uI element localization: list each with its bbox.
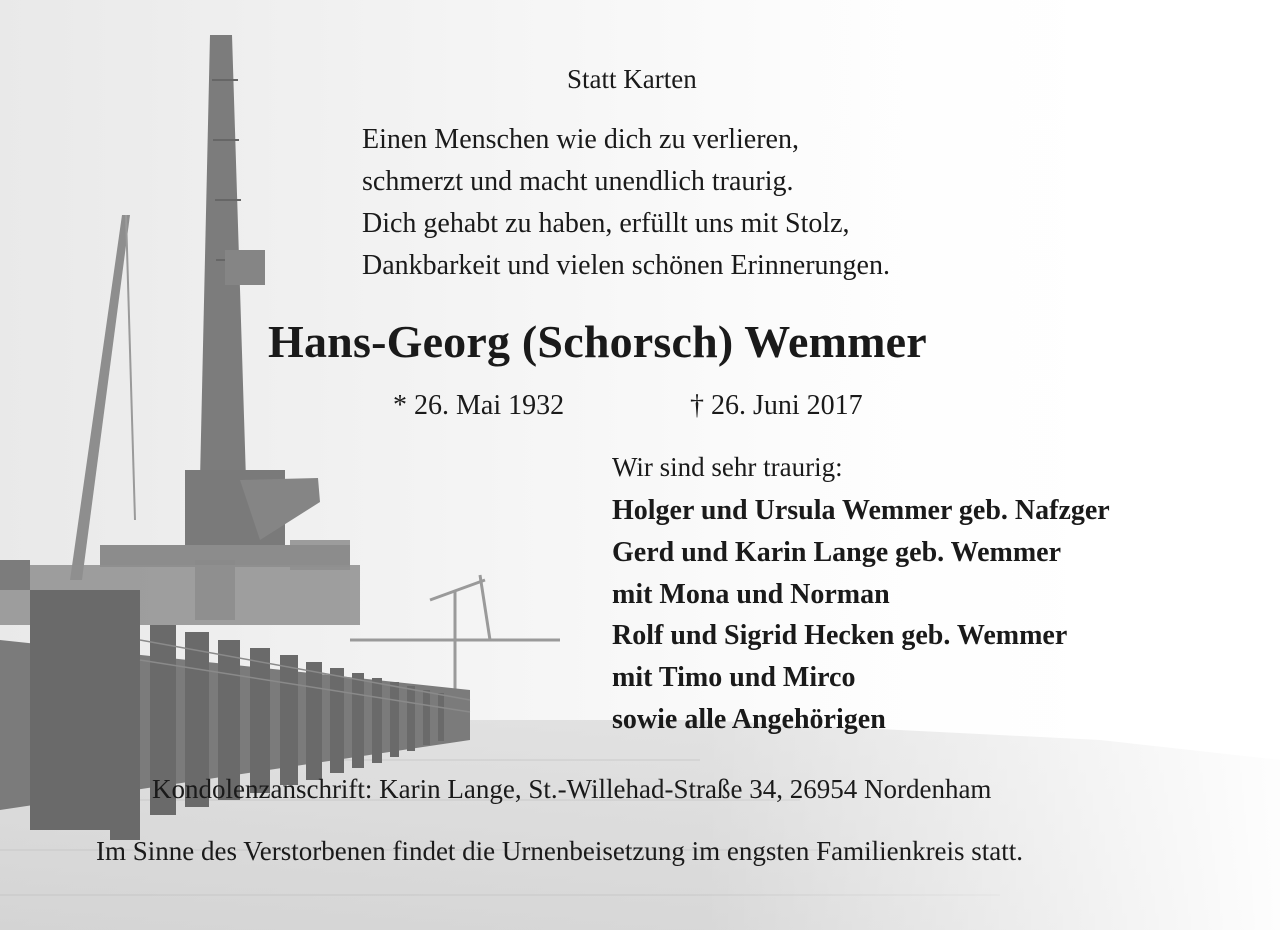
condolence-address: Kondolenzanschrift: Karin Lange, St.-Willehad-Straße 34, 26954 Nordenham — [152, 774, 992, 804]
mourner-line: Gerd und Karin Lange geb. Wemmer — [612, 536, 1062, 568]
birth-date: * 26. Mai 1932 — [393, 390, 565, 421]
death-date: † 26. Juni 2017 — [690, 390, 863, 421]
mourner-line: Rolf und Sigrid Hecken geb. Wemmer — [612, 620, 1068, 652]
mourner-line: mit Timo und Mirco — [612, 662, 856, 694]
verse-line: schmerzt und macht unendlich traurig. — [362, 166, 794, 197]
mourner-line: sowie alle Angehörigen — [612, 703, 886, 735]
mourners-intro: Wir sind sehr traurig: — [612, 452, 843, 482]
header-statt-karten: Statt Karten — [567, 64, 697, 94]
verse-line: Dankbarkeit und vielen schönen Erinnerungen. — [362, 250, 890, 281]
closing-note: Im Sinne des Verstorbenen findet die Urnenbeisetzung im engsten Familienkreis statt. — [96, 836, 1024, 866]
mourner-line: mit Mona und Norman — [612, 578, 890, 610]
verse-line: Einen Menschen wie dich zu verlieren, — [362, 124, 799, 155]
mourner-line: Holger und Ursula Wemmer geb. Nafzger — [612, 495, 1110, 526]
verse-line: Dich gehabt zu haben, erfüllt uns mit Stolz, — [362, 208, 850, 239]
deceased-name: Hans-Georg (Schorsch) Wemmer — [268, 316, 927, 367]
mourners-list — [612, 490, 1110, 741]
verse — [362, 119, 890, 287]
